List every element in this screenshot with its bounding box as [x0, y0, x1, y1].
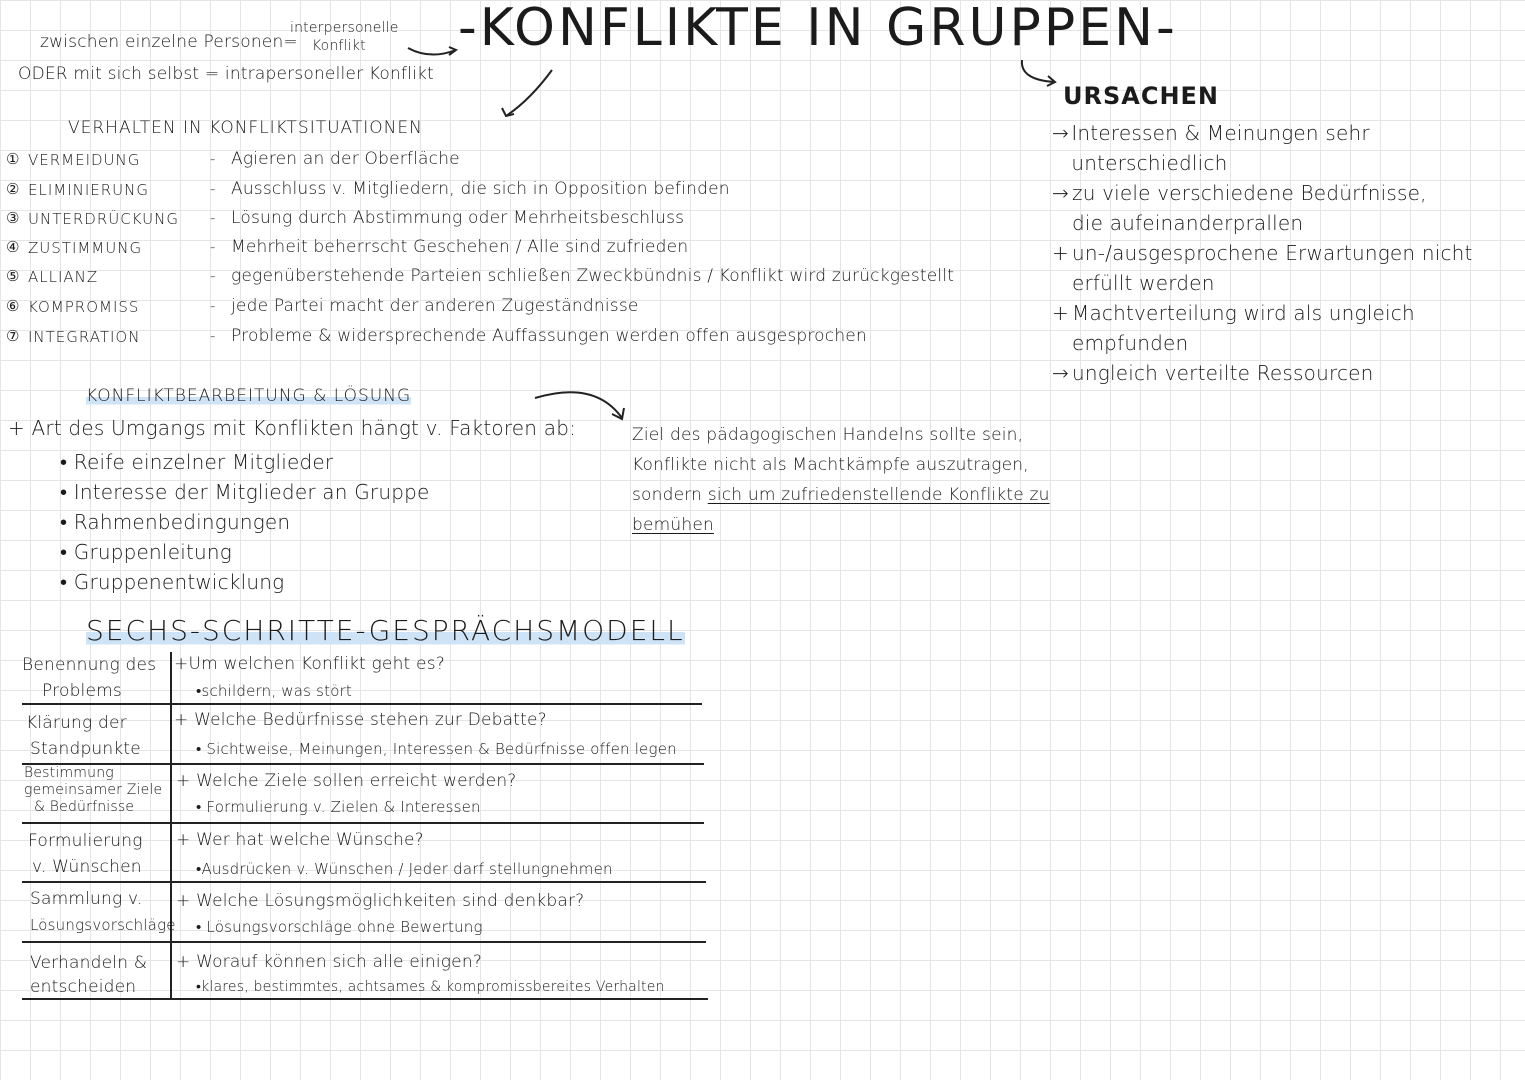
table-row-detail — [196, 918, 483, 936]
question-text: Welche Lösungsmöglichkeiten sind denkbar? — [196, 891, 585, 911]
dash: - — [210, 267, 216, 285]
step-line: Lösungsvorschläge — [30, 916, 176, 934]
dash: - — [210, 327, 216, 345]
intro-interpersonal-top: interpersonelle — [290, 20, 399, 36]
bearbeitung-heading — [86, 386, 411, 406]
intro-line-2: ODER mit sich selbst = intrapersoneller Konflikt — [18, 64, 434, 84]
detail-text: Formulierung v. Zielen & Interessen — [206, 798, 481, 816]
verhalten-item-desc: Lösung durch Abstimmung oder Mehrheitsbeschluss — [231, 208, 685, 228]
factor-text: Gruppenleitung — [73, 540, 232, 564]
arrow-ziel — [535, 392, 622, 418]
plus-icon: + — [8, 416, 25, 440]
plus-icon: + — [174, 710, 189, 730]
table-row-question — [176, 952, 482, 972]
verhalten-item-num: ⑤ — [6, 267, 20, 285]
bearbeitung-intro-text: Art des Umgangs mit Konflikten hängt v. Faktoren ab: — [31, 416, 577, 440]
question-text: Welche Ziele sollen erreicht werden? — [196, 771, 517, 791]
bullet: • — [196, 798, 202, 816]
step-line: Bestimmung — [24, 765, 114, 781]
step-line: Benennung des — [22, 655, 157, 675]
question-text: Um welchen Konflikt geht es? — [188, 654, 445, 674]
table-row-question — [176, 771, 517, 791]
plus-icon: + — [174, 654, 189, 674]
bearbeitung-intro — [8, 416, 576, 440]
arrow-intro — [408, 48, 456, 55]
plus-icon: + — [176, 771, 191, 791]
bullet: • — [196, 918, 202, 936]
ursachen-list — [1052, 118, 1517, 388]
bullet: • — [196, 682, 202, 700]
sechs-heading-text: SECHS-SCHRITTE-GESPRÄCHSMODELL — [86, 614, 685, 647]
verhalten-heading: VERHALTEN IN KONFLIKTSITUATIONEN — [68, 118, 423, 138]
intro-interpersonal-bottom: Konflikt — [312, 38, 366, 54]
factor-text: Rahmenbedingungen — [73, 510, 291, 534]
ursachen-item — [1052, 238, 1517, 298]
table-row-question — [176, 891, 584, 911]
step-line: v. Wünschen — [32, 857, 142, 877]
ursachen-item — [1052, 178, 1517, 238]
step-line: Standpunkte — [30, 739, 141, 759]
factor-item — [60, 537, 430, 567]
factor-text: Interesse der Mitglieder an Gruppe — [73, 480, 430, 504]
table-row-question — [176, 830, 424, 850]
bullet: • — [196, 740, 202, 758]
table-rule — [22, 822, 704, 824]
dash: - — [210, 297, 216, 315]
step-line: Sammlung v. — [30, 889, 143, 909]
detail-text: Lösungsvorschläge ohne Bewertung — [206, 918, 483, 936]
factor-text: Gruppenentwicklung — [73, 570, 285, 594]
bullet: • — [60, 540, 68, 564]
table-row-question — [174, 654, 445, 674]
dash: - — [210, 180, 216, 198]
arrow-icon: → — [1052, 181, 1069, 205]
goal-prefix: sondern — [632, 485, 708, 505]
dash: - — [210, 238, 216, 256]
factor-text: Reife einzelner Mitglieder — [73, 450, 334, 474]
verhalten-item-desc: Mehrheit beherrscht Geschehen / Alle sind zufrieden — [231, 237, 689, 257]
dash: - — [210, 209, 216, 227]
plus-icon: + — [1052, 301, 1069, 325]
goal-line: bemühen — [632, 515, 714, 535]
factor-item — [60, 447, 430, 477]
ursachen-item — [1052, 298, 1517, 358]
detail-text: Sichtweise, Meinungen, Interessen & Bedürfnisse offen legen — [206, 740, 677, 758]
table-rule — [22, 881, 706, 883]
verhalten-item-num: ⑥ — [6, 297, 20, 315]
bearbeitung-factors — [60, 447, 430, 597]
verhalten-item-num: ③ — [6, 209, 20, 227]
goal-line: Ziel des pädagogischen Handelns sollte sein, — [632, 425, 1024, 445]
bearbeitung-heading-text: KONFLIKTBEARBEITUNG & LÖSUNG — [86, 386, 412, 406]
plus-icon: + — [1052, 241, 1069, 265]
step-line: Problems — [42, 681, 122, 701]
verhalten-item-label: ZUSTIMMUNG — [28, 239, 143, 257]
question-text: Wer hat welche Wünsche? — [196, 830, 424, 850]
bullet: • — [60, 480, 68, 504]
bullet: • — [196, 979, 202, 995]
table-row-step — [30, 951, 147, 999]
question-text: Worauf können sich alle einigen? — [196, 952, 483, 972]
arrow-verhalten — [506, 70, 552, 116]
ursachen-item — [1052, 118, 1517, 178]
ursachen-item-text: zu viele verschiedene Bedürfnisse, die aufeinanderprallen — [1072, 181, 1427, 235]
table-row-step — [28, 828, 143, 880]
ursachen-item-text: Interessen & Meinungen sehr unterschiedlich — [1071, 121, 1370, 175]
table-row-question — [174, 710, 547, 730]
verhalten-item-label: INTEGRATION — [28, 328, 141, 346]
verhalten-item-num: ② — [6, 180, 20, 198]
goal-line: Konflikte nicht als Machtkämpfe auszutragen, — [632, 455, 1029, 475]
ursachen-item-text: un-/ausgesprochene Erwartungen nicht erfüllt werden — [1072, 241, 1473, 295]
intro-line-1: zwischen einzelne Personen= — [40, 32, 298, 52]
table-rule — [22, 941, 706, 943]
detail-text: Ausdrücken v. Wünschen / Jeder darf stellungnehmen — [201, 860, 613, 878]
ursachen-heading: URSACHEN — [1063, 82, 1220, 110]
ursachen-item-text: ungleich verteilte Ressourcen — [1072, 361, 1374, 385]
detail-text: klares, bestimmtes, achtsames & kompromissbereites Verhalten — [201, 979, 665, 995]
page-title: -KONFLIKTE IN GRUPPEN- — [458, 0, 1178, 58]
plus-icon: + — [176, 891, 191, 911]
goal-text — [632, 420, 1050, 540]
goal-underlined: sich um zufriedenstellende Konflikte zu — [707, 485, 1050, 505]
bullet: • — [60, 570, 68, 594]
table-row-detail — [196, 860, 613, 878]
verhalten-item-num: ④ — [6, 238, 20, 256]
detail-text: schildern, was stört — [201, 682, 353, 700]
table-row-step — [24, 765, 162, 816]
question-text: Welche Bedürfnisse stehen zur Debatte? — [194, 710, 547, 730]
step-line: Formulierung — [28, 831, 143, 851]
step-line: entscheiden — [30, 977, 137, 997]
bullet: • — [60, 510, 68, 534]
verhalten-item-desc: Ausschluss v. Mitgliedern, die sich in Opposition befinden — [231, 179, 730, 199]
table-row-detail — [196, 682, 352, 700]
step-line: gemeinsamer Ziele — [24, 782, 163, 798]
table-row-detail — [196, 740, 677, 758]
factor-item — [60, 567, 430, 597]
step-line: Verhandeln & — [30, 953, 148, 973]
verhalten-item-desc: gegenüberstehende Parteien schließen Zweckbündnis / Konflikt wird zurückgestellt — [231, 266, 955, 286]
verhalten-item-label: KOMPROMISS — [28, 298, 140, 316]
verhalten-item-num: ⑦ — [6, 327, 20, 345]
table-row-detail — [196, 798, 481, 816]
dash: - — [210, 150, 216, 168]
sechs-heading — [86, 614, 685, 647]
step-line: Klärung der — [26, 713, 127, 733]
bullet: • — [60, 450, 68, 474]
factor-item — [60, 507, 430, 537]
bullet: • — [196, 860, 202, 878]
verhalten-item-num: ① — [6, 150, 20, 168]
goal-line — [632, 480, 1050, 510]
verhalten-item-label: ELIMINIERUNG — [28, 181, 149, 199]
table-row-step — [30, 886, 176, 938]
arrow-icon: → — [1052, 121, 1069, 145]
plus-icon: + — [176, 830, 191, 850]
table-row-detail — [196, 978, 665, 995]
factor-item — [60, 477, 430, 507]
ursachen-item-text: Machtverteilung wird als ungleich empfunden — [1072, 301, 1415, 355]
verhalten-item-desc: Probleme & widersprechende Auffassungen werden offen ausgesprochen — [231, 326, 867, 346]
plus-icon: + — [176, 952, 191, 972]
table-row-step — [26, 710, 141, 762]
verhalten-item-label: ALLIANZ — [28, 268, 99, 286]
verhalten-item-label: UNTERDRÜCKUNG — [28, 210, 179, 228]
arrow-icon: → — [1052, 361, 1069, 385]
table-row-step — [22, 652, 156, 704]
verhalten-item-desc: Agieren an der Oberfläche — [231, 149, 460, 169]
verhalten-item-desc: jede Partei macht der anderen Zugeständnisse — [231, 296, 639, 316]
ursachen-item — [1052, 358, 1517, 388]
step-line: & Bedürfnisse — [34, 799, 135, 815]
verhalten-item-label: VERMEIDUNG — [28, 151, 141, 169]
